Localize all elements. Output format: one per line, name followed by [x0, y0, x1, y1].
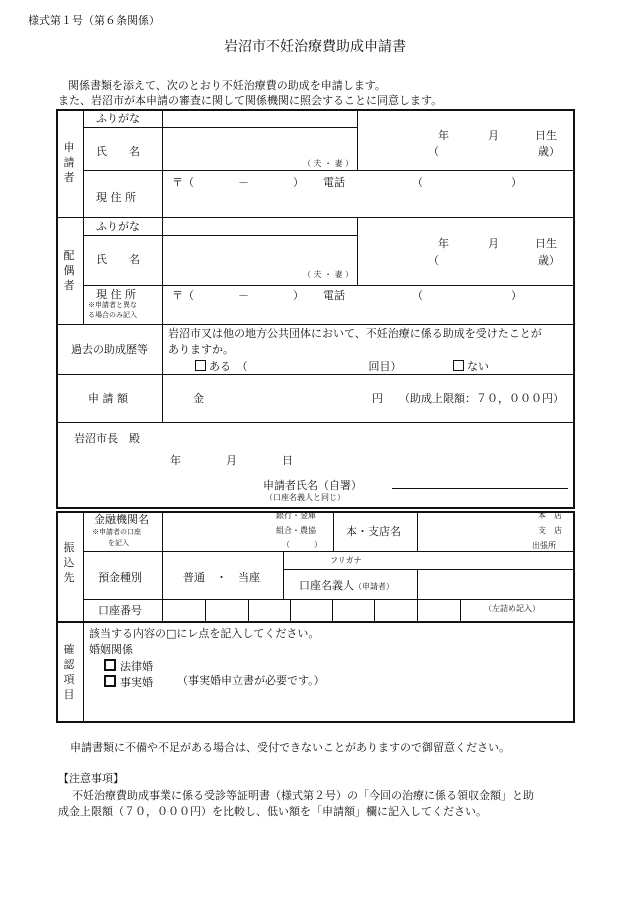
applicant-gender-option[interactable]: （ 夫 ・ 妻 ） — [303, 159, 354, 168]
spouse-address-note-1: ※申請者と異な — [88, 301, 137, 309]
spouse-dob-year: 年 — [438, 237, 449, 250]
applicant-name-label: 氏 名 — [96, 145, 140, 158]
form-number: 様式第１号（第６条関係） — [28, 14, 160, 27]
applicant-dob-day: 日生 — [535, 129, 557, 142]
legal-marriage-option[interactable]: 法律婚 — [104, 659, 153, 672]
bank-type-3: （ ） — [282, 540, 322, 549]
kana-label: フリガナ — [330, 556, 362, 565]
notice-line-1: 不妊治療費助成事業に係る受診等証明書（様式第２号）の「今回の治療に係る領収金額」と助 — [72, 789, 534, 802]
history-label: 過去の助成歴等 — [71, 343, 148, 356]
signature-note: （口座名義人と同じ） — [265, 493, 345, 502]
spouse-phone-field[interactable]: （ ） — [412, 289, 522, 302]
spouse-dob-day: 日生 — [535, 237, 557, 250]
signature-label: 申請者氏名（自署） — [263, 479, 362, 492]
spouse-section-label: 配偶者 — [63, 249, 75, 292]
applicant-phone-field[interactable]: （ ） — [412, 176, 522, 189]
mayor-addressee: 岩沼市長 殿 — [74, 432, 140, 445]
bank-type-2: 組合・農協 — [276, 526, 316, 535]
bank-type-1: 銀行・金庫 — [276, 511, 316, 520]
applicant-postal-code[interactable]: 〒（ － ） — [172, 176, 304, 189]
account-type-options[interactable]: 普通 ・ 当座 — [183, 571, 260, 584]
history-no-option[interactable]: ない — [453, 360, 489, 372]
bank-note-2: を記入 — [108, 539, 129, 547]
branch-label: 本・支店名 — [346, 525, 401, 538]
holder-label: 口座名義人（申請者） — [299, 579, 394, 592]
date-year: 年 — [170, 454, 181, 467]
branch-office: 出張所 — [532, 541, 556, 550]
date-day: 日 — [282, 454, 293, 467]
spouse-age-close: 歳） — [538, 254, 560, 267]
applicant-phone-label: 電話 — [323, 176, 345, 189]
checkbox-icon[interactable] — [104, 675, 116, 687]
spouse-address-label: 現 住 所 — [96, 288, 136, 301]
confirm-instruction: 該当する内容の□にレ点を記入してください。 — [89, 627, 320, 640]
spouse-address-note-2: る場合のみ記入 — [88, 311, 137, 319]
applicant-address-label: 現 住 所 — [96, 191, 136, 204]
checkbox-icon[interactable] — [453, 360, 464, 371]
branch-branch: 支 店 — [538, 526, 562, 535]
history-question-2: ありますか。 — [168, 343, 234, 356]
left-justify-note: （左詰め記入） — [484, 604, 540, 613]
transfer-section-label: 振込先 — [63, 541, 75, 584]
applicant-age-open: （ — [428, 145, 439, 158]
spouse-age-open: （ — [428, 254, 439, 267]
intro-line-2: また、岩沼市が本申請の審査に関して関係機関に照会することに同意します。 — [58, 94, 443, 107]
spouse-furigana-label: ふりがな — [96, 220, 140, 233]
amount-limit: （助成上限額：７０，０００円） — [399, 392, 564, 405]
spouse-name-label: 氏 名 — [96, 253, 140, 266]
amount-kin: 金 — [193, 392, 204, 405]
signature-line[interactable] — [392, 488, 568, 489]
checkbox-icon[interactable] — [195, 360, 206, 371]
applicant-dob-month: 月 — [488, 129, 499, 142]
applicant-furigana-label: ふりがな — [96, 112, 140, 125]
spouse-gender-option[interactable]: （ 夫 ・ 妻 ） — [303, 270, 354, 279]
applicant-dob-year: 年 — [438, 129, 449, 142]
applicant-section-label: 申請者 — [63, 141, 75, 184]
bank-name-label: 金融機関名 — [94, 513, 149, 526]
amount-yen: 円 — [372, 392, 383, 405]
marriage-label: 婚姻関係 — [89, 643, 133, 656]
common-law-note: （事実婚申立書が必要です。） — [177, 674, 325, 687]
spouse-postal-code[interactable]: 〒（ － ） — [172, 289, 304, 302]
intro-line-1: 関係書類を添えて、次のとおり不妊治療費の助成を申請します。 — [68, 79, 386, 92]
account-type-label: 預金種別 — [98, 571, 142, 584]
history-question-1: 岩沼市又は他の地方公共団体において、不妊治療に係る助成を受けたことが — [168, 327, 542, 340]
spouse-dob-month: 月 — [488, 237, 499, 250]
warning-text: 申請書類に不備や不足がある場合は、受付できないことがありますので御留意ください。 — [70, 741, 510, 754]
spouse-phone-label: 電話 — [323, 289, 345, 302]
page-title: 岩沼市不妊治療費助成申請書 — [224, 39, 406, 55]
checkbox-icon[interactable] — [104, 659, 116, 671]
branch-head: 本 店 — [538, 511, 562, 520]
history-yes-option[interactable]: ある （ 回目） — [195, 360, 402, 372]
notice-line-2: 成金上限額（７０，０００円）を比較し、低い額を「申請額」欄に記入してください。 — [58, 805, 487, 818]
notice-title: 【注意事項】 — [58, 772, 124, 785]
date-month: 月 — [226, 454, 237, 467]
amount-label: 申 請 額 — [88, 392, 128, 405]
account-number-label: 口座番号 — [98, 604, 142, 617]
confirm-section-label: 確認項目 — [63, 643, 75, 701]
applicant-age-close: 歳） — [538, 145, 560, 158]
common-law-option[interactable]: 事実婚 — [104, 675, 153, 688]
bank-note-1: ※申請者の口座 — [92, 528, 141, 536]
